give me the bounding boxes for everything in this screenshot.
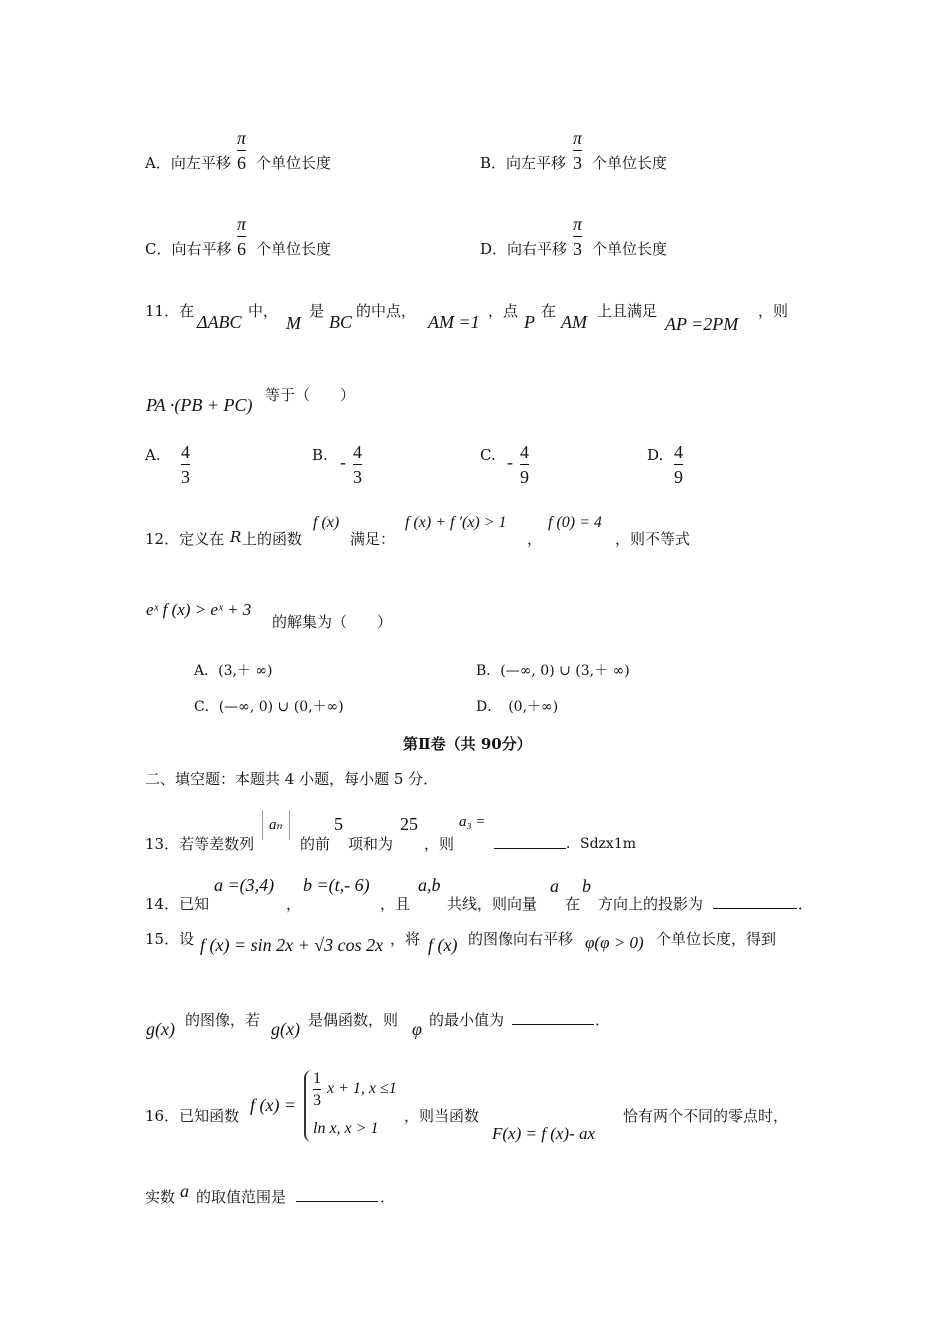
q13-five: 5 [334, 814, 343, 834]
q12-option-a: A．(3,＋ ∞) [194, 663, 273, 679]
q12-fx: f (x) [313, 514, 340, 531]
q11-option-b-fraction: 4 3 [353, 442, 362, 487]
q15-blank[interactable] [512, 1024, 594, 1025]
q14-vector-b: b =(t,- 6) [303, 875, 370, 895]
q14-a: a [550, 876, 559, 896]
q12-func: 上的函数 [242, 530, 303, 548]
q11-text-satisfy: 上且满足 [597, 302, 658, 320]
q16-then: ，则当函数 [404, 1107, 480, 1125]
q12-condition-1: f (x) + f ′(x) > 1 [405, 514, 507, 531]
q16-piece-2: ln x, x > 1 [313, 1120, 379, 1137]
q16-big-f: F(x) = f (x)- ax [492, 1124, 596, 1143]
q15-img: 的图像，若 [185, 1011, 261, 1029]
q15-units: 个单位长度，得到 [656, 930, 777, 948]
q12-comma: ， [527, 530, 543, 548]
q15-phi2: φ [412, 1019, 422, 1039]
q11-point-m: M [286, 313, 301, 333]
q14-zai: 在 [565, 895, 581, 913]
q13-tail: ．Sdzx1m [566, 836, 637, 852]
q11-option-c-sign: - [507, 452, 513, 472]
q10-option-a-tail: 个单位长度 [256, 154, 332, 172]
q11-point-p: P [524, 312, 535, 332]
q14-end: ． [798, 895, 814, 913]
q15-gx: g(x) [146, 1019, 175, 1039]
q14-qie: ，且 [380, 895, 411, 913]
q11-option-c-label: C. [480, 446, 496, 464]
fill-in-intro: 二、填空题：本题共 4 小题，每小题 5 分． [145, 770, 439, 788]
q16-fx: f (x) = [250, 1095, 297, 1115]
q12-solution-set: 的解集为（ ） [272, 613, 393, 631]
q11-text-zai: 在 [541, 302, 557, 320]
q13-a3: a₃ = [459, 814, 486, 830]
q15-min: 的最小值为 [429, 1011, 505, 1029]
q10-option-b: B．向左平移 [480, 154, 567, 172]
q14-vector-a: a =(3,4) [214, 875, 275, 895]
q15-lead: 15．设 [145, 930, 195, 948]
section-title: 第Ⅱ卷（共 90分） [403, 735, 532, 753]
q15-phi: φ(φ > 0) [585, 933, 644, 952]
q13-xiang: 项和为 [348, 835, 394, 853]
q16-piece-1: x + 1, x ≤1 [327, 1080, 397, 1097]
q10-option-b-fraction: π 3 [573, 128, 583, 173]
q12-condition-2: f (0) = 4 [548, 514, 602, 531]
q10-option-c-tail: 个单位长度 [256, 240, 332, 258]
q16-brace [304, 1070, 312, 1142]
q16-zeros: 恰有两个不同的零点时， [623, 1107, 789, 1125]
q11-text-dian: ，点 [488, 302, 519, 320]
q11-triangle: ΔABC [197, 312, 242, 332]
q12-inequality: eˣ f (x) > eˣ + 3 [146, 600, 252, 619]
q12-option-d: D． (0,＋∞) [476, 699, 559, 715]
q11-text-mid: 的中点， [356, 302, 417, 320]
q11-segment-bc: BC [329, 312, 353, 332]
q15-end: ． [595, 1011, 611, 1029]
q11-segment-am: AM [561, 312, 587, 332]
q14-comma: ， [286, 895, 302, 913]
q11-equals-paren: 等于（ ） [265, 386, 356, 404]
q16-blank[interactable] [296, 1201, 378, 1202]
q10-option-d-tail: 个单位长度 [592, 240, 668, 258]
q16-lead: 16．已知函数 [145, 1107, 240, 1125]
q15-even: 是偶函数，则 [308, 1011, 399, 1029]
q14-b: b [582, 876, 591, 896]
q12-then: ，则不等式 [615, 530, 691, 548]
q10-option-c-fraction: π 6 [237, 214, 247, 259]
q10-option-c: C．向右平移 [145, 240, 232, 258]
q11-option-a-fraction: 4 3 [181, 442, 190, 487]
q12-r: R [230, 528, 242, 546]
q15-function: f (x) = sin 2x + √3 cos 2x [200, 935, 384, 955]
q11-option-b-label: B. [312, 446, 328, 464]
q11-am-equals-1: AM =1 [428, 312, 480, 332]
q11-text-zhong: 中， [248, 302, 279, 320]
q11-expression: PA ·(PB + PC) [146, 395, 253, 415]
q16-shishu: 实数 [145, 1188, 176, 1206]
q11-text-ze: ，则 [758, 302, 789, 320]
q13-ze: ，则 [424, 835, 455, 853]
q15-fx: f (x) [428, 935, 458, 955]
q15-gx2: g(x) [271, 1019, 300, 1039]
q12-lead: 12．定义在 [145, 530, 225, 548]
q16-range: 的取值范围是 [196, 1188, 287, 1206]
q11-option-d-fraction: 4 9 [674, 442, 683, 487]
q11-option-c-fraction: 4 9 [520, 442, 529, 487]
q15-jiang: ，将 [390, 930, 421, 948]
q14-lead: 14．已知 [145, 895, 210, 913]
q16-third-fraction: 1 3 [313, 1070, 321, 1109]
q15-move: 的图像向右平移 [468, 930, 574, 948]
q13-lead: 13．若等差数列 [145, 835, 255, 853]
q11-option-d-label: D. [647, 446, 664, 464]
q13-sum: 25 [400, 814, 418, 834]
q11-text-shi: 是 [309, 302, 325, 320]
q10-option-a: A．向左平移 [145, 154, 231, 172]
q11-lead: 11．在 [145, 302, 195, 320]
q16-end: ． [380, 1188, 396, 1206]
q13-sequence: aₙ [262, 810, 290, 840]
q10-option-d: D．向右平移 [480, 240, 568, 258]
q10-option-b-tail: 个单位长度 [592, 154, 668, 172]
q14-blank[interactable] [713, 908, 797, 909]
q12-satisfy: 满足： [350, 530, 396, 548]
q10-option-d-fraction: π 3 [573, 214, 583, 259]
q11-ap-equals-2pm: AP =2PM [665, 314, 739, 334]
q12-option-c: C．(—∞, 0) ∪ (0,＋∞) [194, 699, 344, 715]
q14-ab: a,b [418, 875, 441, 895]
q12-option-b: B．(—∞, 0) ∪ (3,＋ ∞) [476, 663, 630, 679]
q11-option-a-label: A. [145, 446, 161, 464]
q14-tail: 方向上的投影为 [598, 895, 704, 913]
q14-gong: 共线，则向量 [447, 895, 538, 913]
q11-option-b-sign: - [340, 452, 346, 472]
q10-option-a-fraction: π 6 [237, 128, 247, 173]
q16-a: a [180, 1181, 189, 1201]
q13-qian: 的前 [300, 835, 331, 853]
q13-blank[interactable] [494, 848, 566, 849]
